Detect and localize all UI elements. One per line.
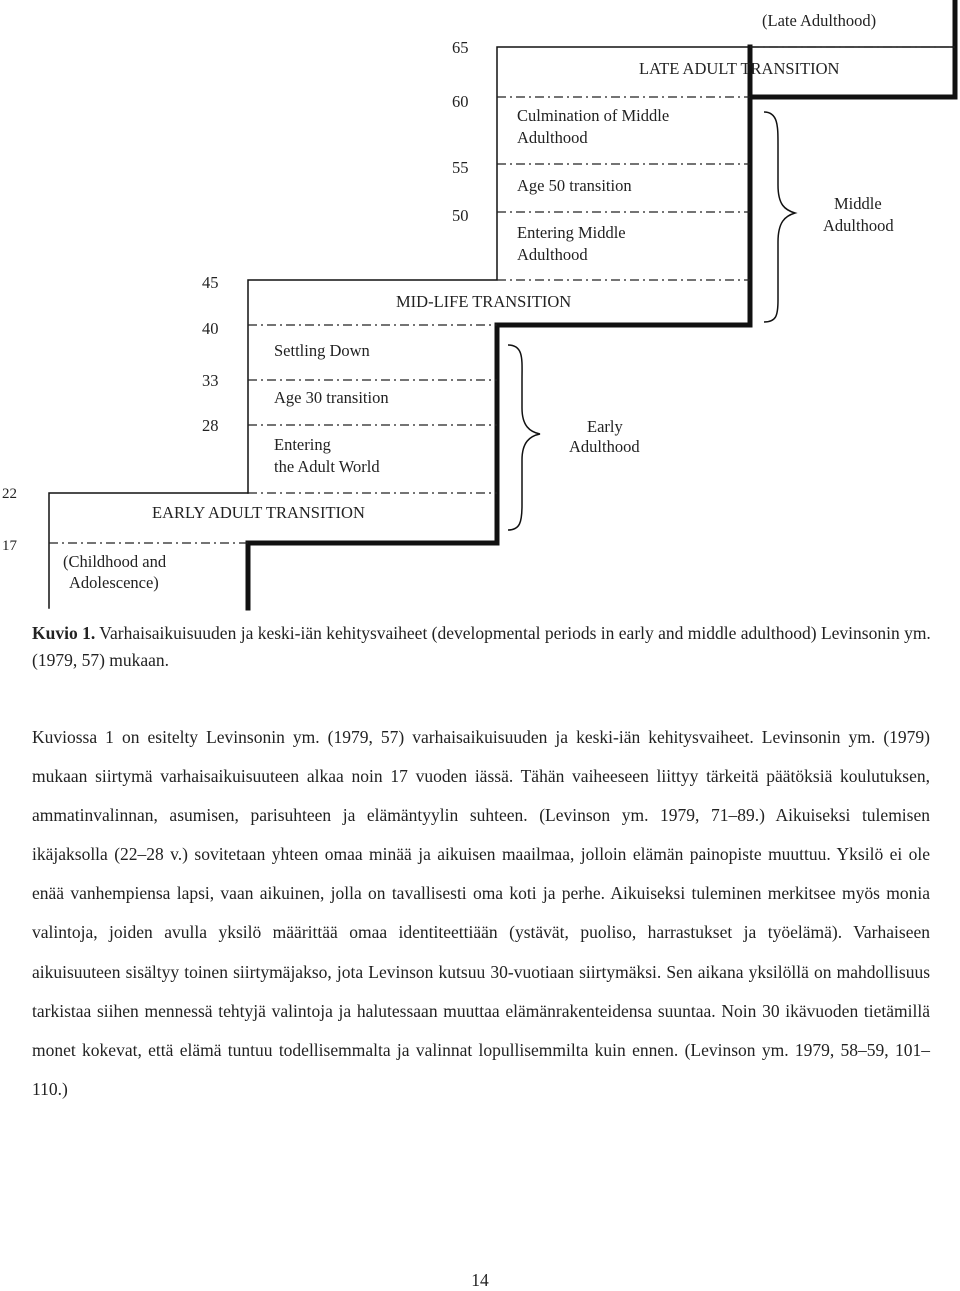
entering-middle-label-line1: Entering Middle (517, 223, 626, 242)
entering-adult-world-line2: the Adult World (274, 457, 380, 476)
age-label: 17 (2, 538, 17, 554)
age-label: 45 (202, 273, 219, 292)
body-paragraph: Kuviossa 1 on esitelty Levinsonin ym. (1979, 57) varhaisaikuisuuden ja keski-iän kehitysvaiheet. Levinsonin ym. (1979) mukaan siirtymä varhaisaikuisuuteen alkaa noin 17 vuoden iässä. Tähän vaiheeseen liittyy tärkeitä päätöksiä koulutuksen, ammatinvalinnan, asumisen, parisuhteen ja elämäntyylin suhteen. (Levinson ym. 1979, 71–89.) Aikuiseksi tulemisen ikäjaksolla (22–28 v.) sovitetaan yhteen omaa minää ja aikuisen maailmaa, jolloin elämän painopiste muuttuu. Yksilö ei ole enää vanhempiensa lapsi, vaan aikuinen, jolla on tavallisesti oma koti ja perhe. Aikuiseksi tuleminen merkitsee myös monia valintoja, joiden avulla yksilö määrittää omaa identiteettiään (ystävät, puoliso, harrastukset ja työelämä). Varhaiseen aikuisuuteen sisältyy toinen siirtymäjakso, jota Levinson kutsuu 30-vuotiaan siirtymäksi. Sen aikana yksilöllä on mahdollisuus tarkistaa siihen mennessä tehtyjä valintoja ja halutessaan muuttaa elämänrakenteidensa suuntaa. Noin 30 ikävuoden tietämillä monet kokevat, että elämä tuntuu todellisemmalta ja valinnat lopullisemmilta kuin ennen. (Levinson ym. 1979, 58–59, 101–110.) (32, 727, 930, 1099)
age-label: 40 (202, 319, 219, 338)
midlife-transition-label: MID-LIFE TRANSITION (396, 292, 572, 311)
caption-text: Varhaisaikuisuuden ja keski-iän kehitysvaiheet (developmental periods in early and middle adulthood) Levinsonin ym. (1979, 57) mukaan. (32, 623, 931, 670)
early-adulthood-brace (508, 345, 540, 530)
age50-transition-label: Age 50 transition (517, 176, 632, 195)
early-adulthood-label-line2: Adulthood (569, 437, 640, 456)
late-adult-transition-label: LATE ADULT TRANSITION (639, 59, 840, 78)
age-label: 55 (452, 158, 469, 177)
early-adult-transition-label: EARLY ADULT TRANSITION (152, 503, 365, 522)
entering-middle-label-line2: Adulthood (517, 245, 588, 264)
age-label: 28 (202, 416, 219, 435)
age-label: 50 (452, 206, 469, 225)
page-number: 14 (471, 1270, 489, 1290)
middle-adulthood-label-line1: Middle (834, 194, 882, 213)
age-label: 60 (452, 92, 469, 111)
settling-down-label: Settling Down (274, 341, 370, 360)
early-adulthood-label-line1: Early (587, 417, 623, 436)
middle-adulthood-label-line2: Adulthood (823, 216, 894, 235)
culmination-label-line1: Culmination of Middle (517, 106, 670, 125)
figure-caption (32, 620, 932, 674)
levinson-stage-diagram (0, 0, 960, 615)
childhood-label-line2: Adolescence) (69, 573, 159, 592)
culmination-label-line2: Adulthood (517, 128, 588, 147)
age-label: 65 (452, 38, 469, 57)
age-label: 33 (202, 371, 219, 390)
childhood-label-line1: (Childhood and (63, 552, 167, 571)
age-label: 22 (2, 486, 17, 502)
late-adulthood-label: (Late Adulthood) (762, 11, 877, 30)
age30-transition-label: Age 30 transition (274, 388, 389, 407)
entering-adult-world-line1: Entering (274, 435, 331, 454)
middle-adulthood-brace (764, 112, 795, 322)
caption-label: Kuvio 1. (32, 623, 96, 643)
